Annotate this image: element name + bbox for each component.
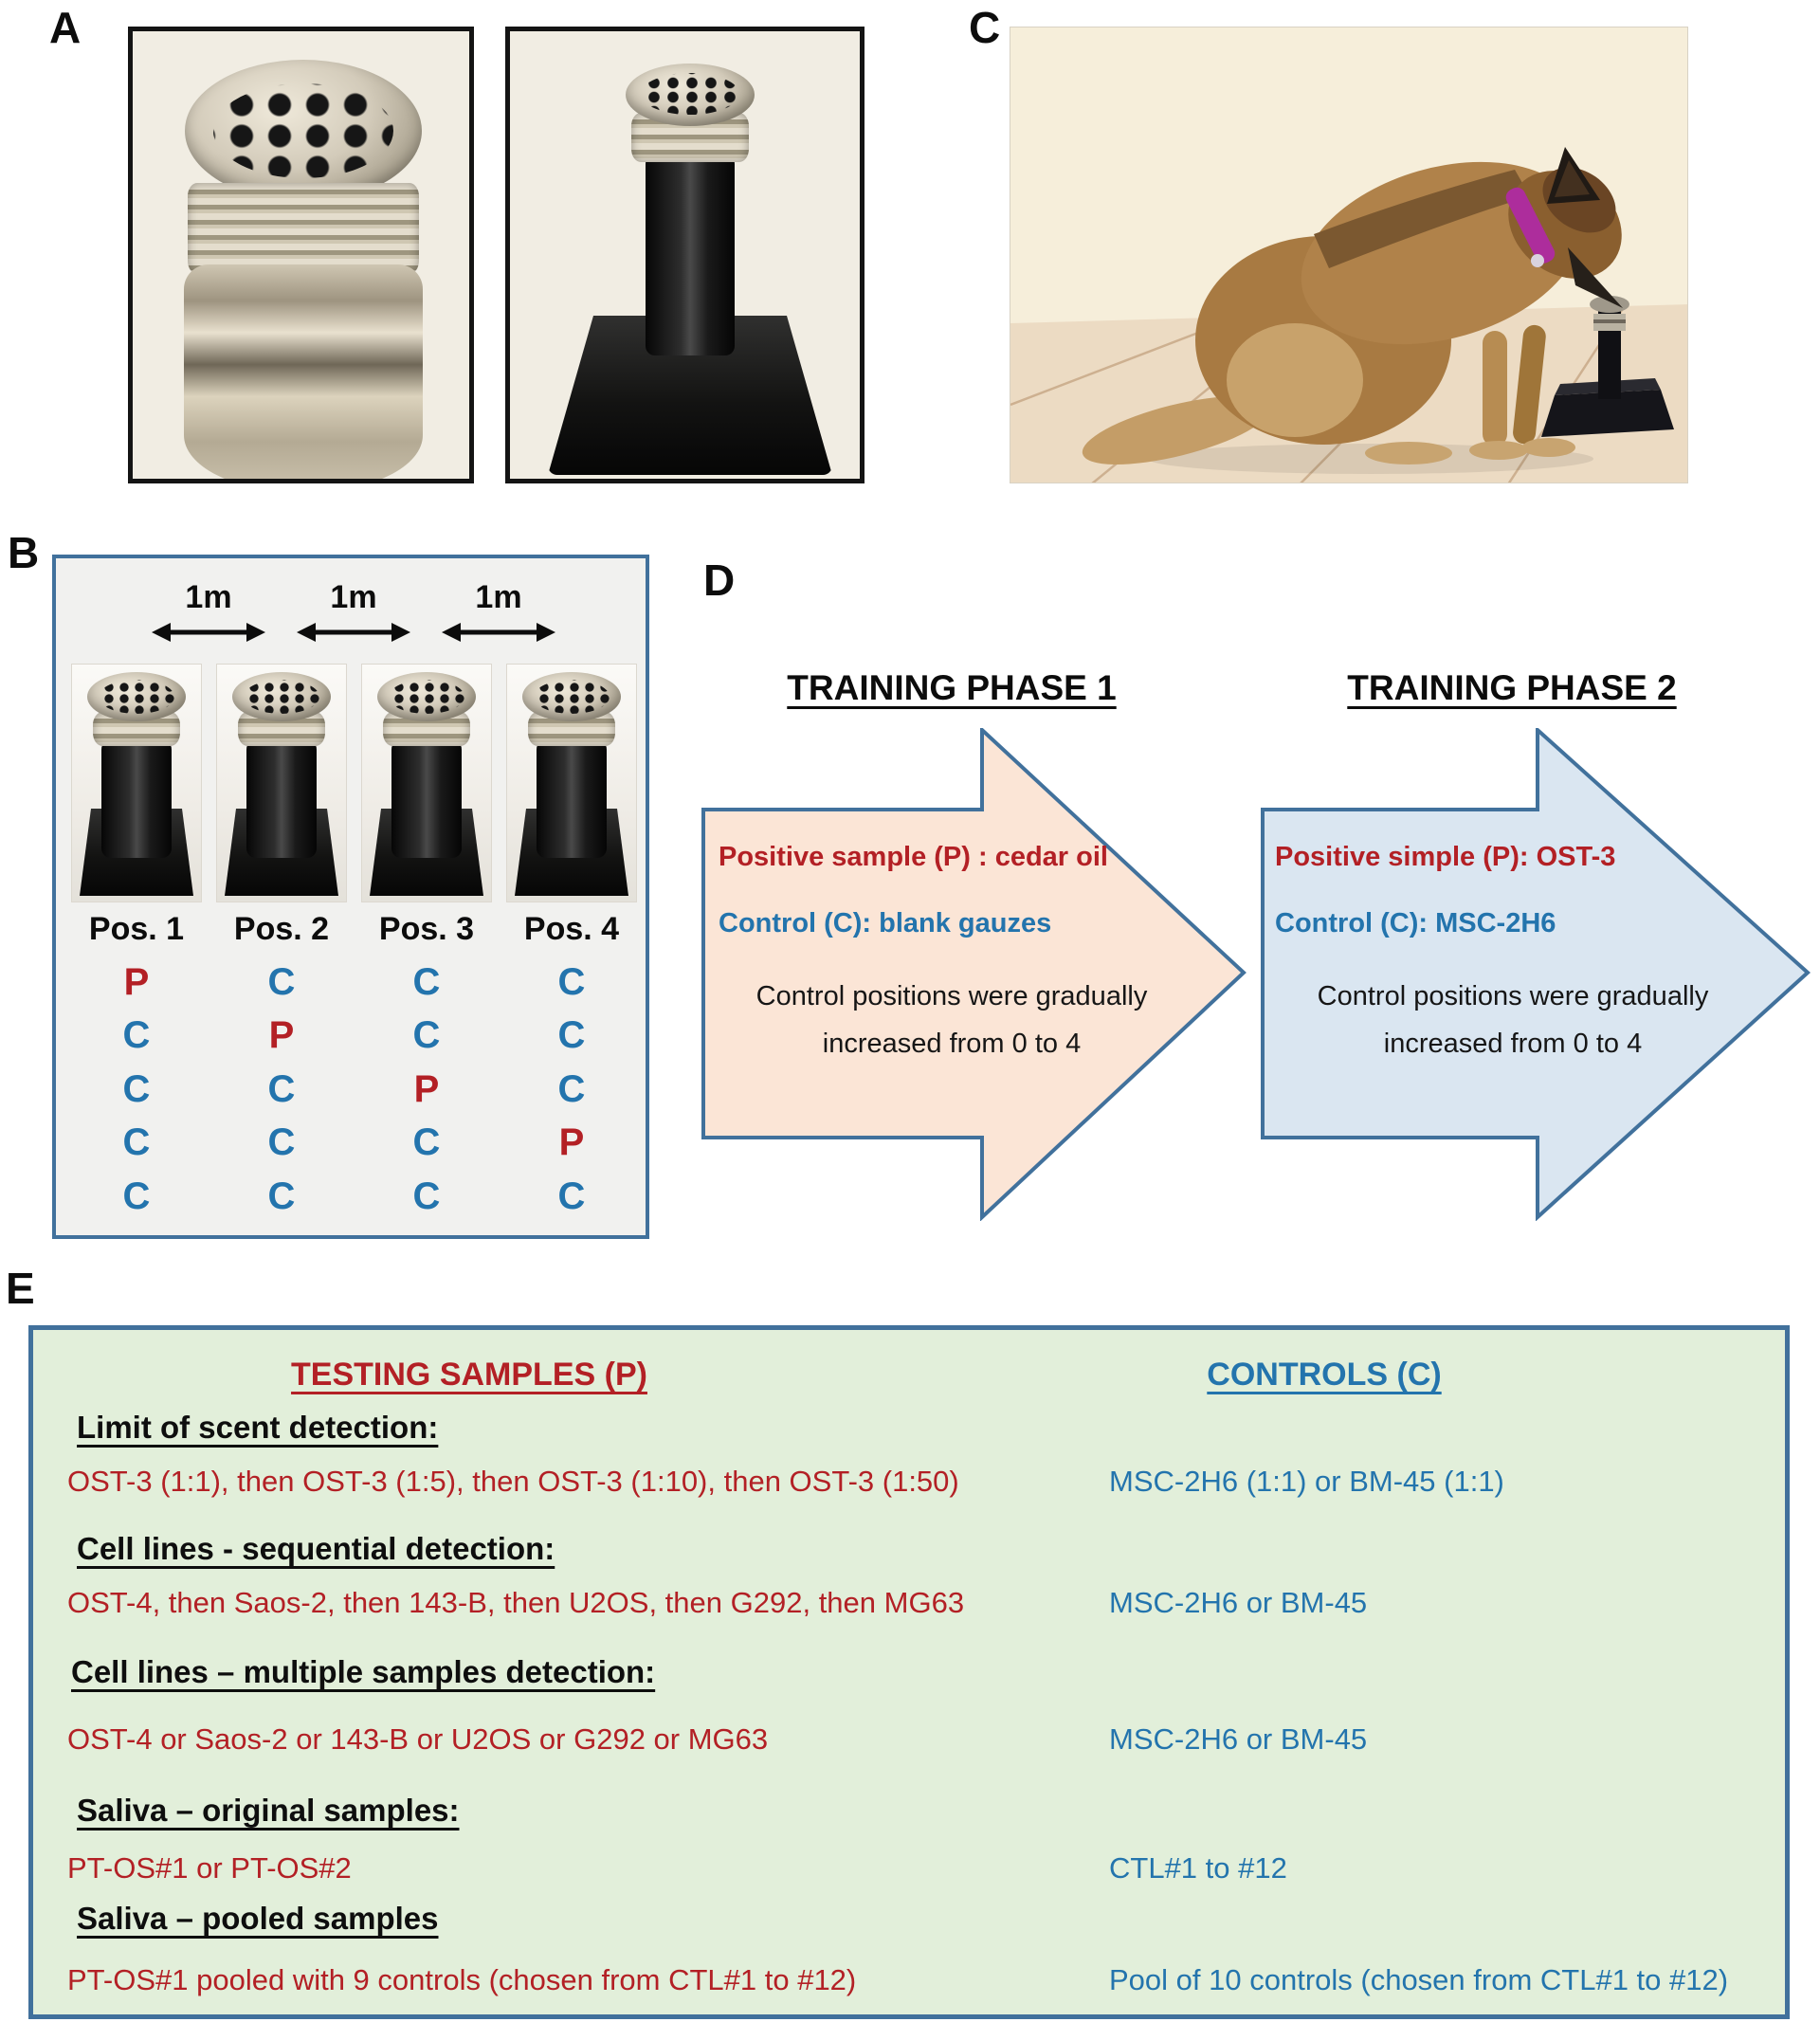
grid-cell: C [122, 1175, 151, 1217]
grid-cell: C [412, 1175, 441, 1217]
phase2-control: Control (C): MSC-2H6 [1275, 908, 1556, 938]
panel-c-label: C [969, 3, 1000, 52]
section-heading: Cell lines - sequential detection: [77, 1531, 555, 1566]
shaker-photo-pos4 [507, 665, 636, 902]
grid-cell: C [267, 1068, 296, 1110]
grid-cell: C [267, 1121, 296, 1163]
grid-cell: C [412, 1121, 441, 1163]
section-controls: MSC-2H6 or BM-45 [1109, 1722, 1368, 1756]
phase1-title: TRAINING PHASE 1 [787, 668, 1117, 707]
grid-cell: C [557, 1014, 586, 1056]
section-samples: PT-OS#1 or PT-OS#2 [67, 1851, 352, 1885]
photo-dog-sniffing-stand [1010, 27, 1688, 483]
shaker-photo-pos1 [72, 665, 201, 902]
position-label-1: Pos. 1 [88, 911, 185, 947]
testing-samples-header: TESTING SAMPLES (P) [291, 1357, 647, 1393]
grid-cell: C [122, 1014, 151, 1056]
grid-cell: P [123, 961, 150, 1003]
panel-a-label: A [49, 3, 81, 52]
phase1-control: Control (C): blank gauzes [719, 908, 1052, 938]
shaker-photo-pos3 [362, 665, 491, 902]
grid-cell: C [412, 961, 441, 1003]
section-samples: OST-3 (1:1), then OST-3 (1:5), then OST-3 (1:10), then OST-3 (1:50) [67, 1465, 959, 1498]
section-heading: Saliva – original samples: [77, 1793, 460, 1828]
section-samples: OST-4, then Saos-2, then 143-B, then U2OS, then G292, then MG63 [67, 1586, 965, 1619]
grid-cell: C [267, 1175, 296, 1217]
section-controls: MSC-2H6 (1:1) or BM-45 (1:1) [1109, 1465, 1504, 1498]
position-label-3: Pos. 3 [378, 911, 475, 947]
section-controls: Pool of 10 controls (chosen from CTL#1 to #12) [1109, 1963, 1729, 1996]
grid-cell: P [268, 1014, 295, 1056]
dog-front-paw-2 [1522, 438, 1575, 457]
position-label-4: Pos. 4 [523, 911, 620, 947]
phase2-title: TRAINING PHASE 2 [1347, 668, 1677, 707]
panel-e-label: E [6, 1264, 34, 1313]
phase1-positive-sample: Positive sample (P) : cedar oil [719, 842, 1108, 872]
distance-label: 1m [185, 579, 232, 615]
panel-d-label: D [703, 556, 735, 605]
panel-b-label: B [8, 528, 39, 577]
distance-label: 1m [330, 579, 377, 615]
section-controls: CTL#1 to #12 [1109, 1851, 1287, 1885]
grid-cell: C [122, 1121, 151, 1163]
phase2-positive-sample: Positive simple (P): OST-3 [1275, 842, 1616, 872]
grid-cell: C [122, 1068, 151, 1110]
distance-label: 1m [475, 579, 522, 615]
double-arrow-icon [152, 621, 265, 648]
grid-cell: C [557, 961, 586, 1003]
ring-groove [1593, 319, 1626, 323]
grid-cell: C [267, 961, 296, 1003]
section-samples: PT-OS#1 pooled with 9 controls (chosen from CTL#1 to #12) [67, 1963, 857, 1996]
double-arrow-icon [442, 621, 555, 648]
shaker-collar [188, 183, 419, 274]
photo-shaker-on-stand [505, 27, 864, 483]
grid-cell: C [412, 1014, 441, 1056]
double-arrow-icon [297, 621, 410, 648]
dog-scene-illustration [1010, 27, 1688, 483]
grid-cell: C [557, 1068, 586, 1110]
shaker-body [184, 264, 423, 483]
photo-shaker-closeup [128, 27, 474, 483]
shaker-cap-holes [641, 73, 739, 115]
grid-cell: C [557, 1175, 586, 1217]
section-controls: MSC-2H6 or BM-45 [1109, 1586, 1368, 1619]
panel-e-box [28, 1325, 1790, 2019]
dog-front-leg [1483, 331, 1507, 446]
panel-b-box [52, 555, 649, 1239]
dog-hind-leg [1227, 323, 1363, 437]
position-label-2: Pos. 2 [233, 911, 330, 947]
section-samples: OST-4 or Saos-2 or 143-B or U2OS or G292 or MG63 [67, 1722, 769, 1756]
shaker-cap-holes [213, 83, 393, 178]
collar-ring [1531, 254, 1544, 267]
phase2-note: Control positions were gradually increased from 0 to 4 [1317, 981, 1709, 1059]
grid-cell: P [558, 1121, 585, 1163]
grid-cell: P [413, 1068, 440, 1110]
shaker-photo-pos2 [217, 665, 346, 902]
section-heading: Saliva – pooled samples [77, 1901, 439, 1936]
section-heading: Cell lines – multiple samples detection: [71, 1654, 656, 1689]
controls-header: CONTROLS (C) [1207, 1357, 1442, 1393]
stand-pole [646, 151, 735, 355]
dog-hind-paw [1365, 442, 1452, 465]
section-heading: Limit of scent detection: [77, 1410, 439, 1445]
phase1-note: Control positions were gradually increased from 0 to 4 [755, 981, 1148, 1059]
dog-front-paw [1469, 441, 1528, 460]
